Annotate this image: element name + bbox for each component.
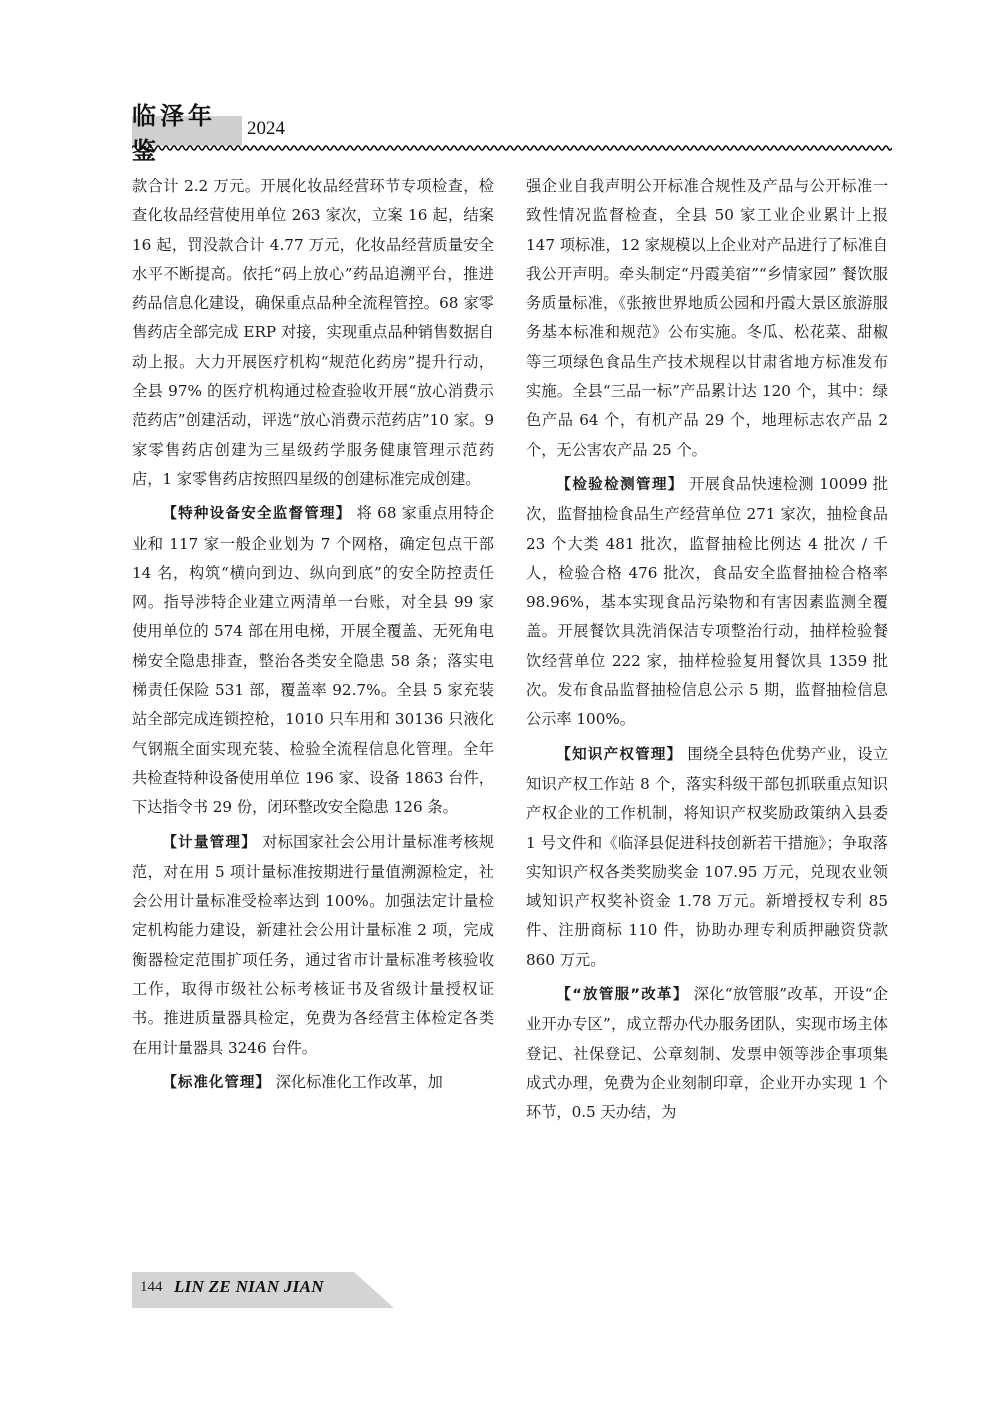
paragraph <box>132 1068 494 1098</box>
left-column <box>132 172 494 1103</box>
paragraph-text: 对标国家社会公用计量标准考核规范，对在用 5 项计量标准按期进行量值溯源检定，社会公用计量标准受检率达到 100%。加强法定计量检定机构能力建设，新建社会公用计量标准 2 项，完成衡器检定范围扩项任务，通过省市计量标准考核验收工作，取得市级社公标考核证书及省级计量授权证书。推进质量器具检定，免费为各经营主体检定各类在用计量器具 3246 台件。 <box>132 832 495 1057</box>
paragraph-text: 款合计 2.2 万元。开展化妆品经营环节专项检查，检查化妆品经营使用单位 263 家次，立案 16 起，结案 16 起，罚没款合计 4.77 万元，化妆品经营质量安全水平不断提高。依托“码上放心”药品追溯平台，推进药品信息化建设，确保重点品种全流程管控。68 家零售药店全部完成 ERP 对接，实现重点品种销售数据自动上报。大力开展医疗机构“规范化药房”提升行动，全县 97% 的医疗机构通过检查验收开展“放心消费示范药店”创建活动，评选“放心消费示范药店”10 家。9 家零售药店创建为三星级药学服务健康管理示范药店，1 家零售药店按照四星级的创建标准完成创建。 <box>132 177 494 488</box>
section-heading: 【“放管服”改革】 <box>556 987 689 1004</box>
footer-title: LIN ZE NIAN JIAN <box>174 1277 324 1296</box>
section-heading: 【计量管理】 <box>162 834 258 851</box>
paragraph <box>132 172 494 494</box>
header-wavy-rule <box>132 142 892 154</box>
page-number: 144 <box>140 1279 163 1295</box>
yearbook-brand: 临泽年鉴 <box>132 116 242 146</box>
paragraph <box>132 499 494 822</box>
paragraph <box>526 980 888 1127</box>
paragraph-text: 将 68 家重点用特企业和 117 家一般企业划为 7 个网格，确定包点干部 14 名，构筑“横向到边、纵向到底”的安全防控责任网。指导涉特企业建立两清单一台账，对全县 99 家使用单位的 574 部在用电梯，开展全覆盖、无死角电梯安全隐患排查，整治各类安全隐患 58 条；落实电梯责任保险 531 部，覆盖率 92.7%。全县 5 家充装站全部完成连锁控枪，1010 只车用和 30136 只液化气钢瓶全面实现充装、检验全流程信息化管理。全年共检查特种设备使用单位 196 家、设备 1863 台件，下达指令书 29 份，闭环整改安全隐患 126 条。 <box>132 504 495 817</box>
paragraph <box>132 828 494 1063</box>
paragraph <box>526 740 888 975</box>
paragraph-text: 深化标准化工作改革，加 <box>275 1072 443 1091</box>
paragraph-text: 开展食品快速检测 10099 批次，监督抽检食品生产经营单位 271 家次，抽检食品 23 个大类 481 批次，监督抽检比例达 4 批次 / 千人，检验合格 476 批次，食品安全监督抽检合格率 98.96%，基本实现食品污染物和有害因素监测全覆盖。开展餐饮具洗消保洁专项整治行动，抽样检验餐饮经营单位 222 家，抽样检验复用餐饮具 1359 批次。发布食品监督抽检信息公示 5 期，监督抽检信息公示率 100%。 <box>526 474 889 729</box>
paragraph <box>526 470 888 735</box>
paragraph-text: 深化“放管服”改革，开设“企业开办专区”，成立帮办代办服务团队，实现市场主体登记、社保登记、公章刻制、发票申领等涉企事项集成式办理，免费为企业刻制印章，企业开办实现 1 个环节，0.5 天办结，为 <box>526 985 889 1122</box>
paragraph-text: 强企业自我声明公开标准合规性及产品与公开标准一致性情况监督检查，全县 50 家工业企业累计上报 147 项标准，12 家规模以上企业对产品进行了标准自我公开声明。牵头制定“丹霞美宿”“乡情家园” 餐饮服务质量标准，《张掖世界地质公园和丹霞大景区旅游服务基本标准和规范》公布实施。冬瓜、松花菜、甜椒等三项绿色食品生产技术规程以甘肃省地方标准发布实施。全县“三品一标”产品累计达 120 个，其中：绿色产品 64 个，有机产品 29 个，地理标志农产品 2 个，无公害农产品 25 个。 <box>526 177 888 459</box>
page-footer <box>132 1272 394 1308</box>
paragraph <box>526 172 888 465</box>
page-header <box>132 101 892 165</box>
section-heading: 【特种设备安全监督管理】 <box>162 506 352 523</box>
section-heading: 【知识产权管理】 <box>556 746 683 763</box>
right-column <box>526 172 888 1133</box>
header-year: 2024 <box>247 118 285 139</box>
section-heading: 【检验检测管理】 <box>556 476 684 493</box>
paragraph-text: 围绕全县特色优势产业，设立知识产权工作站 8 个，落实科级干部包抓联重点知识产权企业的工作机制，将知识产权奖励政策纳入县委 1 号文件和《临泽县促进科技创新若干措施》；争取落实知识产权各类奖励奖金 107.95 万元，兑现农业领域知识产权奖补资金 1.78 万元。新增授权专利 85 件、注册商标 110 件，协助办理专利质押融资贷款 860 万元。 <box>526 744 889 969</box>
section-heading: 【标准化管理】 <box>162 1074 271 1091</box>
